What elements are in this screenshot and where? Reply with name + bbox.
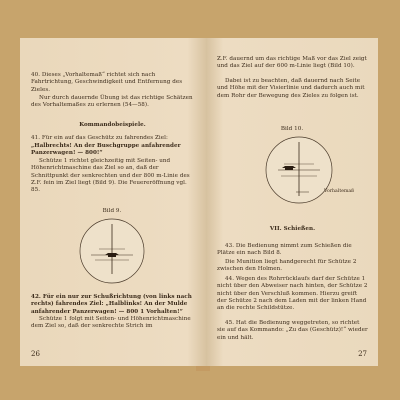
right-para-top: Z.F. dauernd um das richtige Maß vor das Ziel zeigt und das Ziel auf der 600 m-Linie liegt (Bild 10). [217,56,367,70]
right-figure-annotation: Vorhaltemaß [324,189,355,194]
left-para-42a: 42. Für ein nur zur Schußrichtung (von links nach rechts) fahrendes Ziel: „Halblinks! An der Mulde anfahrender Panzerwagen! — 800 1 Vorhalten!“ [31,294,192,315]
right-para-43: 43. Die Bedienung nimmt zum Schießen die Plätze ein nach Bild 8. [217,243,352,257]
right-para-44: 44. Wegen des Rohrrücklaufs darf der Schütze 1 nicht über den Abweiser nach hinten, der Schütze 2 nicht über den Verschluß kommen. Hierzu greift der Schütze 2 nach dem Laden mit der linken Hand an die rechte Schildstütze. [217,276,368,312]
right-page [206,38,378,366]
left-section-title: Kommandobeispiele. [79,122,146,128]
right-page-number: 27 [358,350,367,358]
right-para-top-b: Dabei ist zu beachten, daß dauernd nach Seite und Höhe mit der Visierlinie und dadurch auch mit dem Rohr der Bewegung des Zieles zu folgen ist. [217,78,365,99]
left-para-42b: Schütze 1 folgt mit Seiten- und Höhenrichtmaschine dem Ziel so, daß der senkrechte Strich im [31,316,191,330]
right-para-45: 45. Hat die Bedienung weggetreten, so richtet sie auf das Kommando: „Zu das (Geschütz)!“ wieder ein und hält. [217,320,368,341]
left-para-41c: Schütze 1 richtet gleichzeitig mit Seiten- und Höhenrichtmaschine das Ziel so an, daß der Schnittpunkt der senkrechten und der 800 m-Linie des Z.F. fein im Ziel liegt (Bild 9). Die Feuereröffnung vgl. 85. [31,158,190,194]
left-para-41b: „Halbrechts! An der Buschgruppe anfahrender Panzerwagen! — 800!“ [31,143,181,157]
figure-9 [77,216,147,286]
left-page-number: 26 [31,350,40,358]
left-para-41a: 41. Für ein auf das Geschütz zu fahrendes Ziel: [31,135,168,141]
gunsight-reticle-figure-9 [77,216,147,286]
right-figure-label: Bild 10. [280,126,304,132]
left-figure-label: Bild 9. [102,208,122,214]
right-para-43b: Die Munition liegt handgerecht für Schütze 2 zwischen den Holmen. [217,259,357,273]
right-section-title: VII. Schießen. [269,226,316,232]
left-para-40b: Nur durch dauernde Übung ist das richtige Schätzen des Vorhaltemaßes zu erlernen (54—58). [31,95,193,109]
left-page [20,38,206,366]
left-para-40: 40. Dieses „Vorhaltemaß“ richtet sich nach Fahrtrichtung, Geschwindigkeit und Entfernung des Zieles. [31,72,183,93]
